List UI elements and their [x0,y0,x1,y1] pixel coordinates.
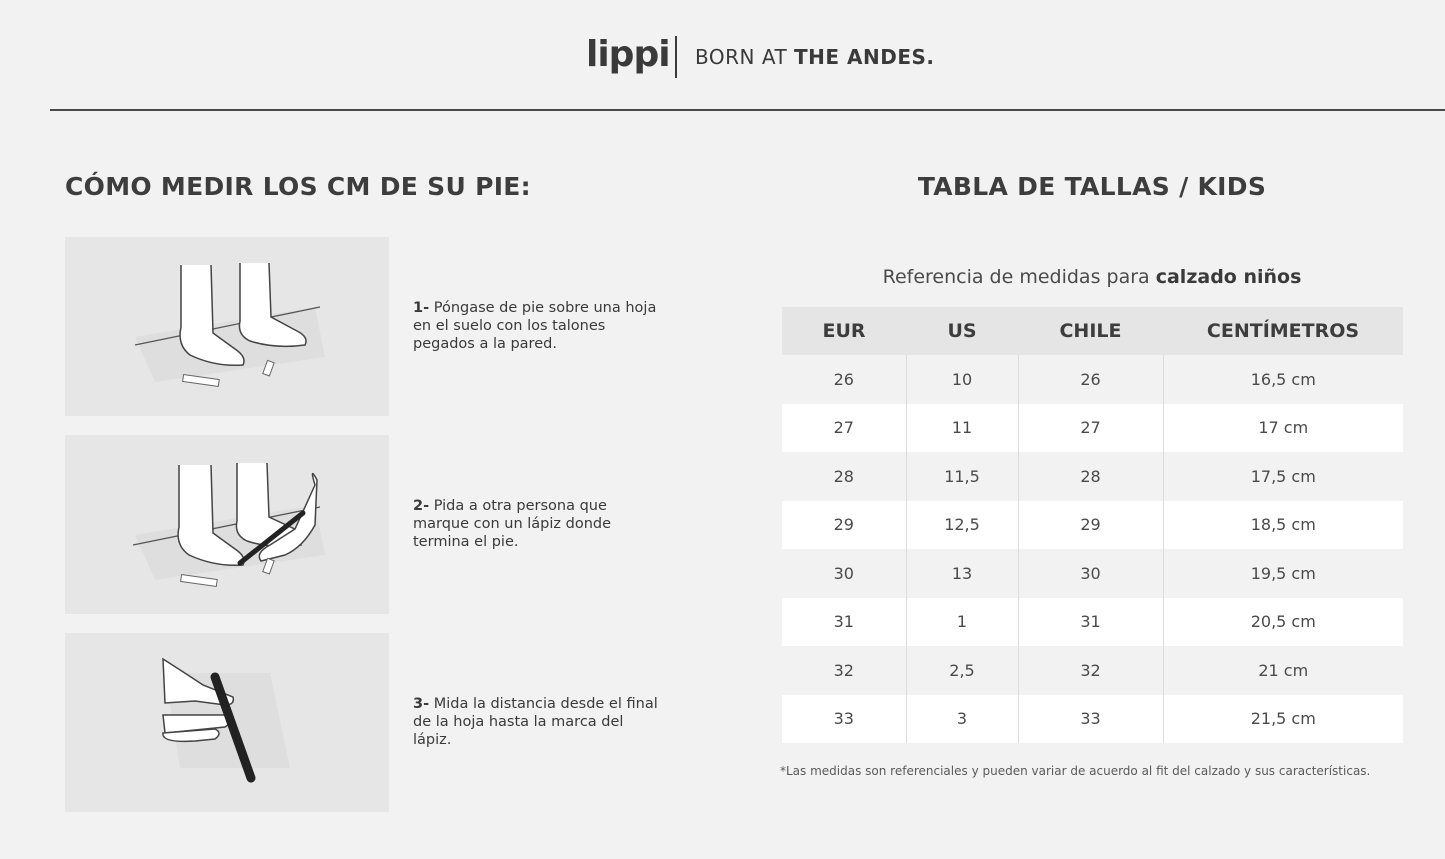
cell-chile: 33 [1018,695,1163,744]
tagline-light: BORN AT [695,45,795,69]
column-header-eur: EUR [782,307,906,355]
step-3-illustration [65,633,389,812]
cell-eur: 27 [782,404,906,453]
cell-cm: 19,5 cm [1163,549,1403,598]
cell-chile: 26 [1018,355,1163,404]
step-2-number: 2- [413,498,430,514]
cell-us: 2,5 [906,646,1018,695]
subtitle-light: Referencia de medidas para [882,266,1156,288]
cell-cm: 17 cm [1163,404,1403,453]
size-table-title: TABLA DE TALLAS / KIDS [917,172,1267,201]
cell-eur: 31 [782,598,906,647]
cell-cm: 16,5 cm [1163,355,1403,404]
size-table-subtitle [780,266,1404,288]
cell-eur: 29 [782,501,906,550]
subtitle-bold: calzado niños [1155,266,1302,288]
step-1-text [413,299,663,353]
cell-us: 12,5 [906,501,1018,550]
column-header-us: US [906,307,1018,355]
step-3-description: Mida la distancia desde el final de la hoja hasta la marca del lápiz. [413,696,658,748]
tagline-bold: THE ANDES. [794,45,935,69]
cell-chile: 31 [1018,598,1163,647]
cell-us: 11,5 [906,452,1018,501]
cell-chile: 32 [1018,646,1163,695]
size-footnote: *Las medidas son referenciales y pueden variar de acuerdo al fit del calzado y sus características. [780,764,1371,778]
cell-eur: 26 [782,355,906,404]
table-row [782,355,1403,404]
step-3-number: 3- [413,696,430,712]
cell-us: 13 [906,549,1018,598]
cell-eur: 30 [782,549,906,598]
size-table-header [782,307,1403,355]
cell-chile: 28 [1018,452,1163,501]
logo-divider [675,36,677,78]
step-2-text [413,497,663,551]
column-header-cm: CENTÍMETROS [1163,307,1403,355]
step-3-text [413,695,663,749]
cell-cm: 21,5 cm [1163,695,1403,744]
cell-cm: 18,5 cm [1163,501,1403,550]
cell-cm: 17,5 cm [1163,452,1403,501]
cell-us: 11 [906,404,1018,453]
measure-title: CÓMO MEDIR LOS CM DE SU PIE: [65,172,531,201]
cell-chile: 29 [1018,501,1163,550]
cell-us: 1 [906,598,1018,647]
step-1-number: 1- [413,300,430,316]
cell-chile: 30 [1018,549,1163,598]
brand-header [0,30,1445,86]
cell-eur: 32 [782,646,906,695]
step-2-description: Pida a otra persona que marque con un lápiz donde termina el pie. [413,498,612,550]
table-row [782,549,1403,598]
table-row [782,695,1403,744]
cell-eur: 28 [782,452,906,501]
cell-cm: 21 cm [1163,646,1403,695]
column-header-chile: CHILE [1018,307,1163,355]
table-row [782,501,1403,550]
step-1-description: Póngase de pie sobre una hoja en el suelo con los talones pegados a la pared. [413,300,657,352]
header-rule [50,109,1445,111]
table-row [782,404,1403,453]
table-row [782,646,1403,695]
lippi-logo: lippi [586,34,670,75]
step-2-illustration [65,435,389,614]
step-1-illustration [65,237,389,416]
size-table [782,307,1403,743]
table-row [782,598,1403,647]
cell-us: 3 [906,695,1018,744]
cell-chile: 27 [1018,404,1163,453]
cell-us: 10 [906,355,1018,404]
cell-cm: 20,5 cm [1163,598,1403,647]
cell-eur: 33 [782,695,906,744]
table-row [782,452,1403,501]
brand-tagline [695,45,935,69]
